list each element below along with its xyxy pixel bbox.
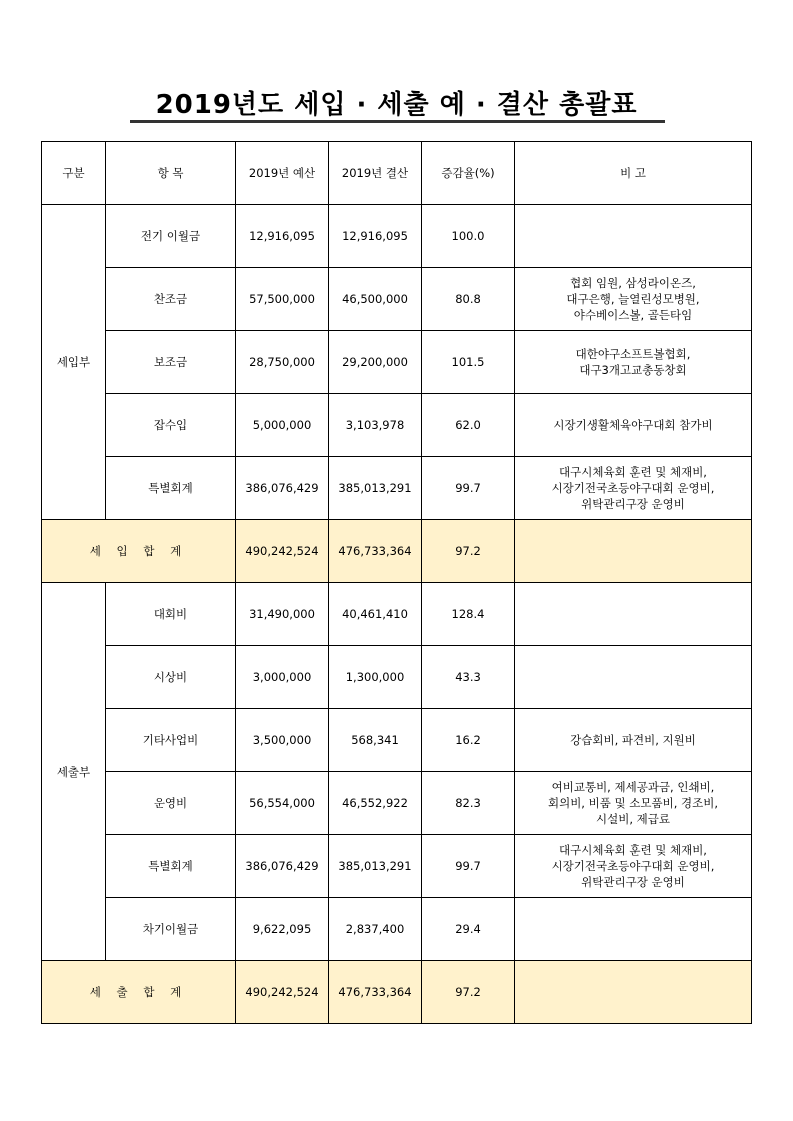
table-row [42,205,752,268]
header-item: 항 목 [106,142,236,205]
row-item: 특별회계 [106,457,236,520]
table-row [42,898,752,961]
table-row [42,709,752,772]
total-label: 세 출 합 계 [42,961,236,1024]
note-line: 위탁관리구장 운영비 [581,875,685,889]
row-notes [515,583,752,646]
row-notes [515,457,752,520]
row-budget: 9,622,095 [236,898,329,961]
table-row [42,835,752,898]
row-notes [515,394,752,457]
row-settlement: 3,103,978 [329,394,422,457]
header-category: 구분 [42,142,106,205]
row-budget: 56,554,000 [236,772,329,835]
table-row [42,772,752,835]
table-row [42,457,752,520]
note-line: 시장기전국초등야구대회 운영비, [551,481,715,495]
total-label: 세 입 합 계 [42,520,236,583]
note-line: 시장기전국초등야구대회 운영비, [551,859,715,873]
row-budget: 5,000,000 [236,394,329,457]
row-settlement: 29,200,000 [329,331,422,394]
total-budget: 490,242,524 [236,961,329,1024]
income-total-row [42,520,752,583]
row-item: 운영비 [106,772,236,835]
row-item: 대회비 [106,583,236,646]
row-settlement: 1,300,000 [329,646,422,709]
total-budget: 490,242,524 [236,520,329,583]
total-settlement: 476,733,364 [329,961,422,1024]
row-settlement: 385,013,291 [329,457,422,520]
row-notes [515,646,752,709]
row-rate: 16.2 [422,709,515,772]
row-rate: 101.5 [422,331,515,394]
row-notes [515,898,752,961]
note-line: 여비교통비, 제세공과금, 인쇄비, [551,780,715,794]
row-settlement: 2,837,400 [329,898,422,961]
row-settlement: 46,500,000 [329,268,422,331]
row-settlement: 46,552,922 [329,772,422,835]
note-line: 야수베이스볼, 골든타임 [573,308,693,322]
row-budget: 386,076,429 [236,835,329,898]
budget-summary-table [41,141,752,1024]
income-group-label: 세입부 [42,205,106,520]
page-title: 2019년도 세입 · 세출 예 · 결산 총괄표 [155,90,638,120]
row-rate: 99.7 [422,457,515,520]
note-line: 대한야구소프트볼협회, [575,347,691,361]
row-rate: 43.3 [422,646,515,709]
row-budget: 31,490,000 [236,583,329,646]
row-item: 시상비 [106,646,236,709]
title-underline [130,120,665,123]
header-rate: 증감율(%) [422,142,515,205]
row-item: 차기이월금 [106,898,236,961]
row-rate: 62.0 [422,394,515,457]
note-line: 대구은행, 늘열린성모병원, [566,292,700,306]
table-row [42,646,752,709]
expense-group-label: 세출부 [42,583,106,961]
total-notes [515,520,752,583]
header-budget: 2019년 예산 [236,142,329,205]
row-budget: 3,500,000 [236,709,329,772]
total-rate: 97.2 [422,520,515,583]
row-item: 특별회계 [106,835,236,898]
note-line: 시설비, 제급료 [596,812,670,826]
table-row [42,394,752,457]
row-budget: 12,916,095 [236,205,329,268]
row-item: 기타사업비 [106,709,236,772]
row-settlement: 40,461,410 [329,583,422,646]
header-notes: 비 고 [515,142,752,205]
row-rate: 80.8 [422,268,515,331]
row-item: 보조금 [106,331,236,394]
row-rate: 29.4 [422,898,515,961]
row-settlement: 385,013,291 [329,835,422,898]
row-settlement: 12,916,095 [329,205,422,268]
row-settlement: 568,341 [329,709,422,772]
note-line: 위탁관리구장 운영비 [581,497,685,511]
expense-total-row [42,961,752,1024]
total-rate: 97.2 [422,961,515,1024]
row-item: 전기 이월금 [106,205,236,268]
total-settlement: 476,733,364 [329,520,422,583]
note-line: 대구3개고교총동창회 [579,363,687,377]
row-notes [515,772,752,835]
row-notes [515,835,752,898]
row-notes [515,205,752,268]
row-notes [515,331,752,394]
note-line: 대구시체육회 훈련 및 체재비, [559,843,707,857]
row-budget: 28,750,000 [236,331,329,394]
row-budget: 57,500,000 [236,268,329,331]
table-row [42,268,752,331]
note-line: 회의비, 비품 및 소모품비, 경조비, [547,796,718,810]
row-item: 찬조금 [106,268,236,331]
header-row [42,142,752,205]
note-line: 대구시체육회 훈련 및 체재비, [559,465,707,479]
row-rate: 128.4 [422,583,515,646]
row-rate: 100.0 [422,205,515,268]
header-settlement: 2019년 결산 [329,142,422,205]
note-line: 시장기생활체육야구대회 참가비 [553,418,713,432]
row-notes [515,268,752,331]
table-row [42,583,752,646]
note-line: 강습회비, 파견비, 지원비 [570,733,696,747]
note-line: 협회 임원, 삼성라이온즈, [570,276,696,290]
row-notes [515,709,752,772]
total-notes [515,961,752,1024]
row-budget: 386,076,429 [236,457,329,520]
row-rate: 99.7 [422,835,515,898]
table-row [42,331,752,394]
row-rate: 82.3 [422,772,515,835]
row-item: 잡수입 [106,394,236,457]
row-budget: 3,000,000 [236,646,329,709]
